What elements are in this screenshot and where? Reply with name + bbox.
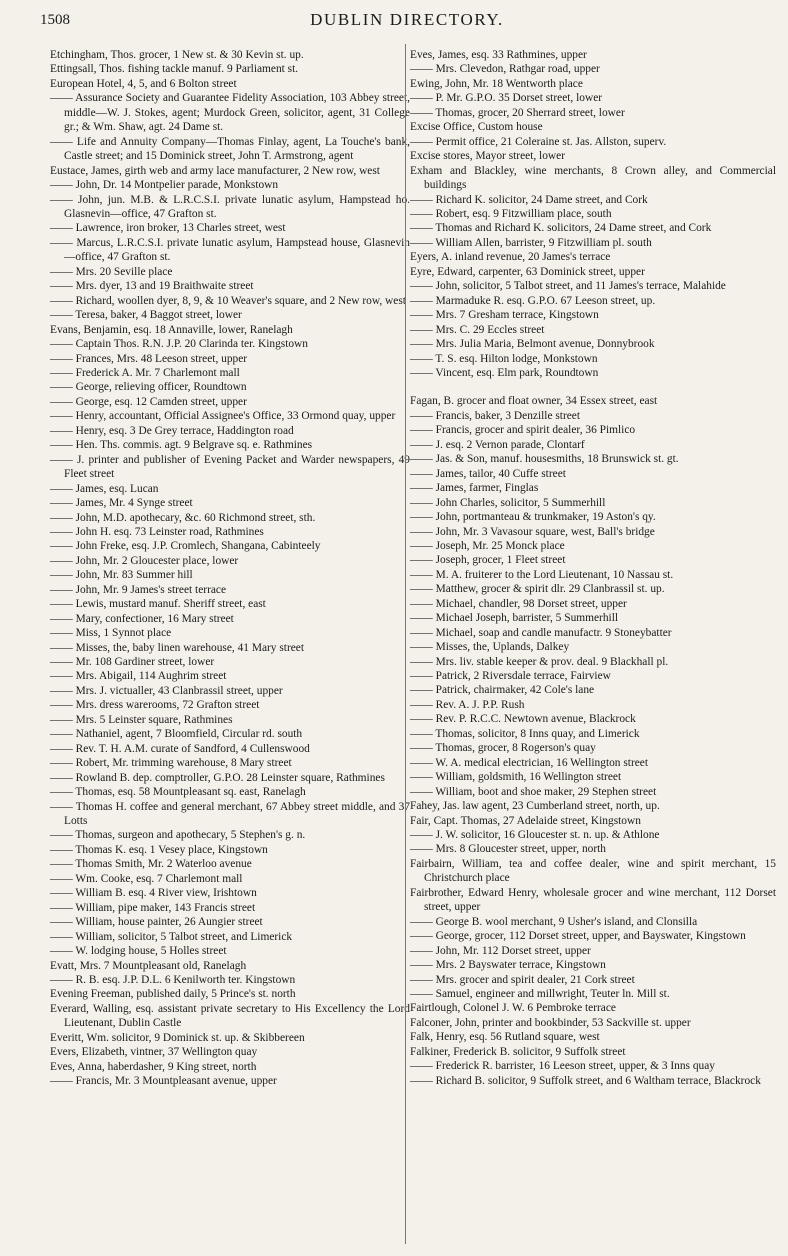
directory-entry: —— Francis, grocer and spirit dealer, 36 Pimlico bbox=[410, 424, 636, 437]
directory-entry: Evening Freeman, published daily, 5 Prince's st. north bbox=[50, 988, 296, 1001]
directory-entry: —— Richard, woollen dyer, 8, 9, & 10 Weaver's square, and 2 New row, west bbox=[50, 294, 406, 307]
directory-entry: —— Thomas H. coffee and general merchant, 67 Abbey street middle, and 37 Lotts bbox=[50, 800, 410, 828]
directory-entry: —— Thomas and Richard K. solicitors, 24 Dame street, and Cork bbox=[410, 222, 712, 235]
directory-entry: —— Thomas, esq. 58 Mountpleasant sq. east, Ranelagh bbox=[50, 786, 306, 799]
directory-entry: —— Mrs. 5 Leinster square, Rathmines bbox=[50, 713, 233, 726]
directory-entry: —— Marcus, L.R.C.S.I. private lunatic asylum, Hampstead house, Glasnevin—office, 47 Grafton st. bbox=[50, 236, 410, 264]
directory-entry: —— James, esq. Lucan bbox=[50, 482, 159, 495]
directory-entry: —— John, Mr. 9 James's street terrace bbox=[50, 583, 227, 596]
directory-entry: —— Joseph, grocer, 1 Fleet street bbox=[410, 554, 566, 567]
directory-entry: —— Mrs. Clevedon, Rathgar road, upper bbox=[410, 63, 600, 76]
directory-entry: —— Thomas, surgeon and apothecary, 5 Stephen's g. n. bbox=[50, 829, 306, 842]
directory-entry: —— W. lodging house, 5 Holles street bbox=[50, 945, 227, 958]
directory-entry: —— Marmaduke R. esq. G.P.O. 67 Leeson street, up. bbox=[410, 294, 656, 307]
directory-entry: —— Michael Joseph, barrister, 5 Summerhill bbox=[410, 612, 619, 625]
left-column bbox=[50, 48, 410, 1089]
directory-entry: —— John Freke, esq. J.P. Cromlech, Shangana, Cabinteely bbox=[50, 540, 321, 553]
directory-entry: Falconer, John, printer and bookbinder, 53 Sackville st. upper bbox=[410, 1016, 691, 1029]
directory-entry: —— Mrs. 8 Gloucester street, upper, north bbox=[410, 843, 606, 856]
directory-entry: Eustace, James, girth web and army lace manufacturer, 2 New row, west bbox=[50, 164, 380, 177]
page-number: 1508 bbox=[40, 12, 70, 28]
directory-entry: —— Joseph, Mr. 25 Monck place bbox=[410, 539, 565, 552]
directory-entry: —— Mr. 108 Gardiner street, lower bbox=[50, 656, 215, 669]
directory-entry: —— Hen. Ths. commis. agt. 9 Belgrave sq. e. Rathmines bbox=[50, 439, 313, 452]
directory-entry: —— Rev. T. H. A.M. curate of Sandford, 4 Cullenswood bbox=[50, 742, 310, 755]
directory-entry: —— Frederick R. barrister, 16 Leeson street, upper, & 3 Inns quay bbox=[410, 1060, 715, 1073]
directory-entry: Eyers, A. inland revenue, 20 James's terrace bbox=[410, 251, 611, 264]
directory-entry: —— Mrs. dyer, 13 and 19 Braithwaite street bbox=[50, 280, 254, 293]
directory-entry: —— Miss, 1 Synnot place bbox=[50, 627, 172, 640]
directory-entry: —— George B. wool merchant, 9 Usher's island, and Clonsilla bbox=[410, 915, 698, 928]
directory-entry: Fairtlough, Colonel J. W. 6 Pembroke terrace bbox=[410, 1002, 616, 1015]
directory-entry: —— Permit office, 21 Coleraine st. Jas. Allston, superv. bbox=[410, 135, 667, 148]
directory-entry: —— Michael, soap and candle manufactr. 9 Stoneybatter bbox=[410, 626, 672, 639]
directory-entry: —— Captain Thos. R.N. J.P. 20 Clarinda ter. Kingstown bbox=[50, 338, 308, 351]
directory-entry: —— Rev. P. R.C.C. Newtown avenue, Blackrock bbox=[410, 713, 636, 726]
directory-entry: —— Richard B. solicitor, 9 Suffolk street, and 6 Waltham terrace, Blackrock bbox=[410, 1074, 761, 1087]
directory-entry: —— Thomas, solicitor, 8 Inns quay, and Limerick bbox=[410, 727, 640, 740]
directory-entry: Fairbrother, Edward Henry, wholesale grocer and wine merchant, 112 Dorset street, upper bbox=[410, 886, 776, 914]
directory-entry: —— John, Mr. 83 Summer hill bbox=[50, 569, 193, 582]
directory-entry: —— Assurance Society and Guarantee Fidelity Association, 103 Abbey street, middle—W. J. Stokes, agent; Murdock Green, solicitor, agent, 31 College gr.; & Wm. Shaw, agt. 24 Dame st. bbox=[50, 92, 410, 134]
directory-entry: —— Mary, confectioner, 16 Mary street bbox=[50, 612, 234, 625]
directory-entry: Everard, Walling, esq. assistant private secretary to His Excellency the Lord Lieutenant, Dublin Castle bbox=[50, 1002, 410, 1030]
directory-entry: Falk, Henry, esq. 56 Rutland square, west bbox=[410, 1031, 600, 1044]
directory-entry: —— Richard K. solicitor, 24 Dame street, and Cork bbox=[410, 193, 648, 206]
running-head: DUBLIN DIRECTORY. bbox=[310, 10, 504, 29]
directory-entry: —— J. W. solicitor, 16 Gloucester st. n. up. & Athlone bbox=[410, 829, 660, 842]
column-divider bbox=[405, 44, 406, 1244]
directory-entry: —— Michael, chandler, 98 Dorset street, upper bbox=[410, 597, 627, 610]
directory-entry: Exham and Blackley, wine merchants, 8 Crown alley, and Commercial buildings bbox=[410, 164, 776, 192]
directory-entry: Fagan, B. grocer and float owner, 34 Essex street, east bbox=[410, 395, 658, 408]
directory-entry: Eyre, Edward, carpenter, 63 Dominick street, upper bbox=[410, 265, 645, 278]
directory-entry: —— Mrs. Julia Maria, Belmont avenue, Donnybrook bbox=[410, 338, 655, 351]
directory-entry: —— John, Dr. 14 Montpelier parade, Monkstown bbox=[50, 179, 279, 192]
directory-entry: —— Lawrence, iron broker, 13 Charles street, west bbox=[50, 222, 286, 235]
directory-entry: —— George, esq. 12 Camden street, upper bbox=[50, 395, 247, 408]
directory-entry: Excise Office, Custom house bbox=[410, 121, 543, 134]
directory-entry: —— Mrs. Abigail, 114 Aughrim street bbox=[50, 670, 227, 683]
directory-entry: —— R. B. esq. J.P. D.L. 6 Kenilworth ter. Kingstown bbox=[50, 974, 296, 986]
directory-entry: —— Mrs. J. victualler, 43 Clanbrassil street, upper bbox=[50, 684, 283, 697]
directory-entry: —— Teresa, baker, 4 Baggot street, lower bbox=[50, 309, 242, 322]
directory-entry: —— Nathaniel, agent, 7 Bloomfield, Circular rd. south bbox=[50, 728, 303, 741]
directory-entry: —— John, solicitor, 5 Talbot street, and 11 James's terrace, Malahide bbox=[410, 280, 726, 293]
directory-entry: —— William, solicitor, 5 Talbot street, and Limerick bbox=[50, 930, 293, 943]
directory-entry: —— M. A. fruiterer to the Lord Lieutenant, 10 Nassau st. bbox=[410, 568, 674, 581]
directory-entry: —— Robert, esq. 9 Fitzwilliam place, south bbox=[410, 207, 612, 220]
directory-entry: Ewing, John, Mr. 18 Wentworth place bbox=[410, 77, 583, 90]
directory-entry: —— Frances, Mrs. 48 Leeson street, upper bbox=[50, 352, 248, 365]
directory-entry: —— William, boot and shoe maker, 29 Stephen street bbox=[410, 785, 657, 798]
page-header bbox=[40, 8, 774, 38]
directory-entry: —— John, Mr. 3 Vavasour square, west, Ball's bridge bbox=[410, 525, 655, 538]
directory-entry: Eves, James, esq. 33 Rathmines, upper bbox=[410, 49, 587, 61]
directory-entry: European Hotel, 4, 5, and 6 Bolton street bbox=[50, 77, 237, 90]
directory-entry: —— J. printer and publisher of Evening Packet and Warder newspapers, 49 Fleet street bbox=[50, 453, 410, 481]
directory-entry: —— Mrs. C. 29 Eccles street bbox=[410, 323, 545, 336]
directory-entry: —— John, jun. M.B. & L.R.C.S.I. private lunatic asylum, Hampstead ho. Glasnevin—office, 47 Grafton st. bbox=[50, 193, 410, 220]
directory-entry: —— T. S. esq. Hilton lodge, Monkstown bbox=[410, 352, 598, 365]
directory-entry: —— Mrs. 2 Bayswater terrace, Kingstown bbox=[410, 959, 606, 972]
directory-entry: Evers, Elizabeth, vintner, 37 Wellington quay bbox=[50, 1046, 258, 1059]
directory-entry: —— Vincent, esq. Elm park, Roundtown bbox=[410, 366, 599, 379]
directory-entry: —— Patrick, chairmaker, 42 Cole's lane bbox=[410, 684, 595, 697]
directory-entry: —— P. Mr. G.P.O. 35 Dorset street, lower bbox=[410, 92, 603, 105]
directory-entry: —— Mrs. 7 Gresham terrace, Kingstown bbox=[410, 309, 599, 322]
directory-entry: Falkiner, Frederick B. solicitor, 9 Suffolk street bbox=[410, 1045, 626, 1058]
directory-entry: —— W. A. medical electrician, 16 Wellington street bbox=[410, 756, 649, 769]
directory-entry: —— Francis, baker, 3 Denzille street bbox=[410, 409, 581, 422]
directory-entry: Excise stores, Mayor street, lower bbox=[410, 150, 565, 163]
directory-entry: —— John Charles, solicitor, 5 Summerhill bbox=[410, 496, 606, 509]
directory-entry: —— Rev. A. J. P.P. Rush bbox=[410, 698, 525, 711]
directory-entry: —— James, farmer, Finglas bbox=[410, 482, 539, 495]
directory-entry: —— Thomas Smith, Mr. 2 Waterloo avenue bbox=[50, 858, 252, 871]
directory-entry: —— Matthew, grocer & spirit dlr. 29 Clanbrassil st. up. bbox=[410, 583, 665, 596]
directory-entry: Everitt, Wm. solicitor, 9 Dominick st. up. & Skibbereen bbox=[50, 1031, 305, 1044]
directory-entry: Eves, Anna, haberdasher, 9 King street, north bbox=[50, 1060, 257, 1073]
directory-entry: —— Robert, Mr. trimming warehouse, 8 Mary street bbox=[50, 757, 292, 770]
directory-entry: —— George, grocer, 112 Dorset street, upper, and Bayswater, Kingstown bbox=[410, 930, 746, 943]
directory-entry: —— William, house painter, 26 Aungier street bbox=[50, 916, 263, 929]
directory-entry: Evatt, Mrs. 7 Mountpleasant old, Ranelagh bbox=[50, 959, 247, 972]
directory-entry: —— William B. esq. 4 River view, Irishtown bbox=[50, 887, 257, 900]
directory-entry: Fairbairn, William, tea and coffee dealer, wine and spirit merchant, 15 Christchurch place bbox=[410, 857, 776, 885]
directory-entry: —— Mrs. grocer and spirit dealer, 21 Cork street bbox=[410, 973, 635, 986]
directory-entry: Evans, Benjamin, esq. 18 Annaville, lower, Ranelagh bbox=[50, 323, 293, 336]
directory-entry: —— Mrs. dress warerooms, 72 Grafton street bbox=[50, 699, 260, 712]
directory-entry: —— James, tailor, 40 Cuffe street bbox=[410, 467, 566, 480]
directory-entry: —— Lewis, mustard manuf. Sheriff street, east bbox=[50, 598, 266, 611]
directory-entry: —— John H. esq. 73 Leinster road, Rathmines bbox=[50, 525, 264, 538]
directory-entry: —— Francis, Mr. 3 Mountpleasant avenue, upper bbox=[50, 1075, 277, 1088]
directory-entry: —— William Allen, barrister, 9 Fitzwilliam pl. south bbox=[410, 236, 652, 249]
directory-entry: —— William, goldsmith, 16 Wellington street bbox=[410, 771, 622, 784]
directory-entry: —— John, M.D. apothecary, &c. 60 Richmond street, sth. bbox=[50, 511, 316, 524]
directory-entry: —— Misses, the, baby linen warehouse, 41 Mary street bbox=[50, 641, 305, 654]
right-column bbox=[410, 48, 776, 1088]
directory-entry: —— William, pipe maker, 143 Francis street bbox=[50, 901, 256, 914]
directory-entry: Etchingham, Thos. grocer, 1 New st. & 30 Kevin st. up. bbox=[50, 49, 304, 61]
directory-entry: —— John, Mr. 2 Gloucester place, lower bbox=[50, 554, 239, 567]
directory-entry: —— Life and Annuity Company—Thomas Finlay, agent, La Touche's bank, Castle street; and 15 Dominick street, John T. Armstrong, agent bbox=[50, 135, 410, 163]
directory-entry: —— Mrs. 20 Seville place bbox=[50, 265, 173, 278]
directory-entry: —— Thomas, grocer, 20 Sherrard street, lower bbox=[410, 106, 625, 119]
directory-entry: —— Patrick, 2 Riversdale terrace, Fairview bbox=[410, 670, 611, 683]
directory-entry: —— John, portmanteau & trunkmaker, 19 Aston's qy. bbox=[410, 511, 656, 524]
directory-entry: —— Frederick A. Mr. 7 Charlemont mall bbox=[50, 366, 240, 379]
directory-entry: —— Henry, accountant, Official Assignee's Office, 33 Ormond quay, upper bbox=[50, 410, 396, 423]
directory-entry: —— Mrs. liv. stable keeper & prov. deal. 9 Blackhall pl. bbox=[410, 655, 669, 668]
directory-entry: —— Henry, esq. 3 De Grey terrace, Haddington road bbox=[50, 424, 294, 437]
directory-entry: —— George, relieving officer, Roundtown bbox=[50, 381, 247, 394]
directory-entry: —— Jas. & Son, manuf. housesmiths, 18 Brunswick st. gt. bbox=[410, 453, 679, 466]
directory-entry: —— Misses, the, Uplands, Dalkey bbox=[410, 641, 570, 654]
directory-entry: Fair, Capt. Thomas, 27 Adelaide street, Kingstown bbox=[410, 814, 641, 827]
directory-entry: —— Rowland B. dep. comptroller, G.P.O. 28 Leinster square, Rathmines bbox=[50, 771, 385, 784]
directory-entry: —— John, Mr. 112 Dorset street, upper bbox=[410, 944, 591, 957]
directory-entry: —— J. esq. 2 Vernon parade, Clontarf bbox=[410, 438, 585, 451]
directory-entry: —— Thomas K. esq. 1 Vesey place, Kingstown bbox=[50, 843, 268, 856]
section-gap bbox=[410, 380, 776, 394]
directory-entry: —— James, Mr. 4 Synge street bbox=[50, 497, 193, 510]
directory-entry: Fahey, Jas. law agent, 23 Cumberland street, north, up. bbox=[410, 800, 660, 813]
directory-entry: Ettingsall, Thos. fishing tackle manuf. 9 Parliament st. bbox=[50, 63, 299, 76]
directory-entry: —— Thomas, grocer, 8 Rogerson's quay bbox=[410, 742, 596, 755]
directory-entry: —— Wm. Cooke, esq. 7 Charlemont mall bbox=[50, 872, 243, 885]
directory-entry: —— Samuel, engineer and millwright, Teuter ln. Mill st. bbox=[410, 988, 670, 1000]
